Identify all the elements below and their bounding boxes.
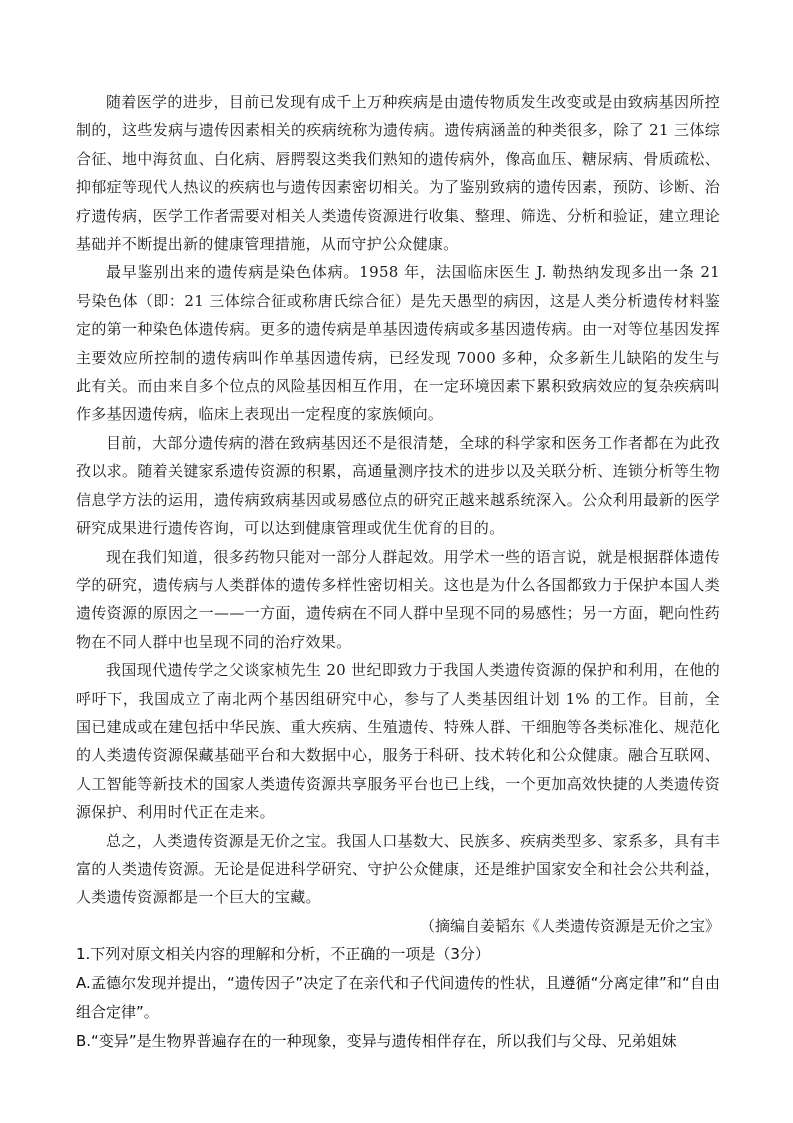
passage-paragraph: 随着医学的进步，目前已发现有成千上万种疾病是由遗传物质发生改变或是由致病基因所控制的，这些发病与遗传因素相关的疾病统称为遗传病。遗传病涵盖的种类很多，除了 21 三体综合征、地中海贫血、白化病、唇腭裂这类我们熟知的遗传病外，像高血压、糖尿病、骨质疏松、抑郁症等现代人热议的疾病也与遗传因素密切相关。为了鉴别致病的遗传因素，预防、诊断、治疗遗传病，医学工作者需要对相关人类遗传资源进行收集、整理、筛选、分析和验证，建立理论基础并不断提出新的健康管理措施，从而守护公众健康。 [76,93,720,254]
option-a: A.孟德尔发现并提出，“遗传因子”决定了在亲代和子代间遗传的性状，且遵循“分离定律”和“自由组合定律”。 [76,973,720,1021]
passage-paragraph: 我国现代遗传学之父谈家桢先生 20 世纪即致力于我国人类遗传资源的保护和利用，在他的呼吁下，我国成立了南北两个基因组研究中心，参与了人类基因组计划 1% 的工作。目前，全国已建成或在建包括中华民族、重大疾病、生殖遗传、特殊人群、干细胞等各类标准化、规范化的人类遗传资源保藏基础平台和大数据中心，服务于科研、技术转化和公众健康。融合互联网、人工智能等新技术的国家人类遗传资源共享服务平台也已上线，一个更加高效快捷的人类遗传资源保护、利用时代正在走来。 [76,661,720,822]
document-body [76,88,720,1056]
passage-paragraph: 总之，人类遗传资源是无价之宝。我国人口基数大、民族多、疾病类型多、家系多，具有丰富的人类遗传资源。无论是促进科学研究、守护公众健康，还是维护国家安全和社会公共利益，人类遗传资源都是一个巨大的宝藏。 [76,831,720,907]
passage-paragraph: 最早鉴别出来的遗传病是染色体病。1958 年，法国临床医生 J. 勒热纳发现多出一条 21 号染色体（即：21 三体综合征或称唐氏综合征）是先天愚型的病因，这是人类分析遗传材料鉴定的第一种染色体遗传病。更多的遗传病是单基因遗传病或多基因遗传病。由一对等位基因发挥主要效应所控制的遗传病叫作单基因遗传病，已经发现 7000 多种，众多新生儿缺陷的发生与此有关。而由来自多个位点的风险基因相互作用，在一定环境因素下累积致病效应的复杂疾病叫作多基因遗传病，临床上表现出一定程度的家族倾向。 [76,263,720,424]
question-stem: 1.下列对原文相关内容的理解和分析，不正确的一项是（3分） [76,944,490,963]
option-b: B.“变异”是生物界普遍存在的一种现象，变异与遗传相伴存在，所以我们与父母、兄弟姐妹 [76,1031,677,1050]
reading-passage [76,88,720,940]
passage-source: （摘编自姜韬东《人类遗传资源是无价之宝》 [419,916,720,935]
passage-paragraph: 目前，大部分遗传病的潜在致病基因还不是很清楚，全球的科学家和医务工作者都在为此孜孜以求。随着关键家系遗传资源的积累，高通量测序技术的进步以及关联分析、连锁分析等生物信息学方法的运用，遗传病致病基因或易感位点的研究正越来越系统深入。公众利用最新的医学研究成果进行遗传咨询，可以达到健康管理或优生优育的目的。 [76,433,720,538]
question-1 [76,940,720,1056]
passage-paragraph: 现在我们知道，很多药物只能对一部分人群起效。用学术一些的语言说，就是根据群体遗传学的研究，遗传病与人类群体的遗传多样性密切相关。这也是为什么各国都致力于保护本国人类遗传资源的原因之一——一方面，遗传病在不同人群中呈现不同的易感性；另一方面，靶向性药物在不同人群中也呈现不同的治疗效果。 [76,547,720,651]
